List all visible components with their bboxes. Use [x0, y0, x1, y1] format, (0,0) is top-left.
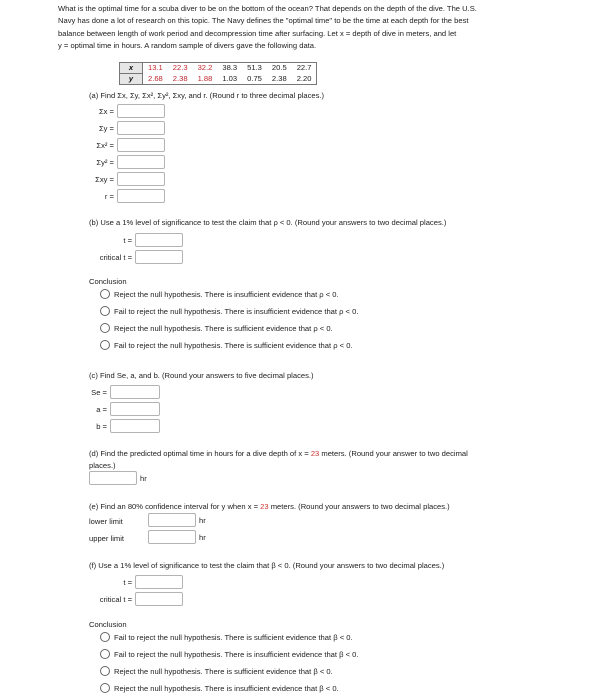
t-label: t = — [123, 578, 132, 587]
a-input[interactable] — [110, 402, 160, 416]
hr-unit: hr — [199, 516, 206, 525]
table-row-y — [120, 74, 317, 85]
x-cell: 13.1 — [143, 63, 168, 74]
part-d-prompt-post: meters. (Round your answer to two decimal — [319, 449, 468, 458]
conclusion-option: Fail to reject the null hypothesis. There is insufficient evidence that ρ < 0. — [114, 307, 359, 316]
part-d-prompt-line2: places.) — [89, 461, 116, 470]
part-b-prompt: (b) Use a 1% level of significance to test the claim that ρ < 0. (Round your answers to two decimal places.) — [89, 218, 447, 227]
b-label: b = — [96, 422, 107, 431]
t-label: t = — [123, 236, 132, 245]
b-input[interactable] — [110, 419, 160, 433]
conclusion-option: Reject the null hypothesis. There is insufficient evidence that ρ < 0. — [114, 290, 339, 299]
y-cell: 0.75 — [242, 74, 267, 85]
y-header: y — [120, 74, 143, 85]
y-cell: 2.38 — [267, 74, 292, 85]
intro-line: balance between length of work period and decompression time after surfacing. Let x = depth of dive in meters, and let — [58, 28, 457, 38]
se-label: Se = — [91, 388, 107, 397]
intro-line: y = optimal time in hours. A random sample of divers gave the following data. — [58, 41, 317, 51]
table-row-x — [120, 63, 317, 74]
upper-limit-input[interactable] — [148, 530, 196, 544]
y-cell: 2.68 — [143, 74, 168, 85]
x-cell: 22.3 — [168, 63, 193, 74]
x-cell: 38.3 — [217, 63, 242, 74]
sum-xy-input[interactable] — [117, 172, 165, 186]
critical-t-label: critical t = — [99, 595, 132, 604]
part-a-prompt: (a) Find Σx, Σy, Σx², Σy², Σxy, and r. (Round r to three decimal places.) — [89, 91, 325, 100]
conclusion-title: Conclusion — [89, 620, 127, 629]
conclusion-radio[interactable] — [100, 666, 110, 676]
critical-t-input[interactable] — [135, 592, 183, 606]
critical-t-label: critical t = — [99, 253, 132, 262]
data-table — [119, 62, 317, 85]
sum-x2-input[interactable] — [117, 138, 165, 152]
conclusion-radio[interactable] — [100, 632, 110, 642]
part-d-prompt-pre: (d) Find the predicted optimal time in hours for a dive depth of x = — [89, 449, 311, 458]
upper-limit-label: upper limit — [89, 534, 125, 543]
sum-y-label: Σy = — [98, 124, 114, 133]
r-label: r = — [104, 192, 114, 201]
part-e-depth: 23 — [260, 502, 269, 511]
conclusion-option: Fail to reject the null hypothesis. There is insufficient evidence that β < 0. — [114, 650, 359, 659]
problem-intro — [58, 3, 578, 53]
hr-unit: hr — [199, 533, 206, 542]
conclusion-option: Fail to reject the null hypothesis. There is sufficient evidence that β < 0. — [114, 633, 353, 642]
part-e-prompt — [89, 502, 450, 511]
y-cell: 2.38 — [168, 74, 193, 85]
predicted-time-input[interactable] — [89, 471, 137, 485]
part-e-prompt-post: meters. (Round your answers to two decimal places.) — [268, 502, 450, 511]
sum-x-input[interactable] — [117, 104, 165, 118]
conclusion-radio[interactable] — [100, 306, 110, 316]
sum-y-input[interactable] — [117, 121, 165, 135]
sum-y2-label: Σy² = — [96, 158, 114, 167]
sum-xy-label: Σxy = — [95, 175, 114, 184]
intro-line: Navy has done a lot of research on this topic. The Navy defines the "optimal time" to be the time at each depth for the best — [58, 16, 469, 26]
part-d-depth: 23 — [310, 449, 320, 458]
sum-x2-label: Σx² = — [96, 141, 114, 150]
y-cell: 1.88 — [193, 74, 218, 85]
sum-x-label: Σx = — [98, 107, 114, 116]
conclusion-radio[interactable] — [100, 289, 110, 299]
lower-limit-label: lower limit — [89, 517, 123, 526]
a-label: a = — [96, 405, 107, 414]
r-input[interactable] — [117, 189, 165, 203]
x-header: x — [120, 63, 143, 74]
conclusion-option: Fail to reject the null hypothesis. There is sufficient evidence that ρ < 0. — [114, 341, 353, 350]
lower-limit-input[interactable] — [148, 513, 196, 527]
sum-y2-input[interactable] — [117, 155, 165, 169]
t-input[interactable] — [135, 575, 183, 589]
part-e-prompt-pre: (e) Find an 80% confidence interval for y when x = — [89, 502, 261, 511]
hr-unit: hr — [140, 474, 147, 483]
t-input[interactable] — [135, 233, 183, 247]
conclusion-radio[interactable] — [100, 649, 110, 659]
conclusion-radio[interactable] — [100, 323, 110, 333]
conclusion-option: Reject the null hypothesis. There is sufficient evidence that ρ < 0. — [114, 324, 333, 333]
conclusion-option: Reject the null hypothesis. There is sufficient evidence that β < 0. — [114, 667, 333, 676]
x-cell: 32.2 — [193, 63, 218, 74]
x-cell: 22.7 — [292, 63, 317, 74]
part-f-prompt: (f) Use a 1% level of significance to test the claim that β < 0. (Round your answers to two decimal places.) — [89, 561, 445, 570]
conclusion-title: Conclusion — [89, 277, 127, 286]
x-cell: 20.5 — [267, 63, 292, 74]
part-c-prompt: (c) Find Se, a, and b. (Round your answers to five decimal places.) — [89, 371, 314, 380]
y-cell: 1.03 — [217, 74, 242, 85]
x-cell: 51.3 — [242, 63, 267, 74]
critical-t-input[interactable] — [135, 250, 183, 264]
conclusion-radio[interactable] — [100, 683, 110, 693]
se-input[interactable] — [110, 385, 160, 399]
y-cell: 2.20 — [292, 74, 317, 85]
conclusion-option: Reject the null hypothesis. There is insufficient evidence that β < 0. — [114, 684, 339, 693]
intro-line: What is the optimal time for a scuba diver to be on the bottom of the ocean? That depends on the depth of the dive. The U.S. — [58, 4, 477, 13]
part-d-prompt — [89, 449, 468, 458]
conclusion-radio[interactable] — [100, 340, 110, 350]
